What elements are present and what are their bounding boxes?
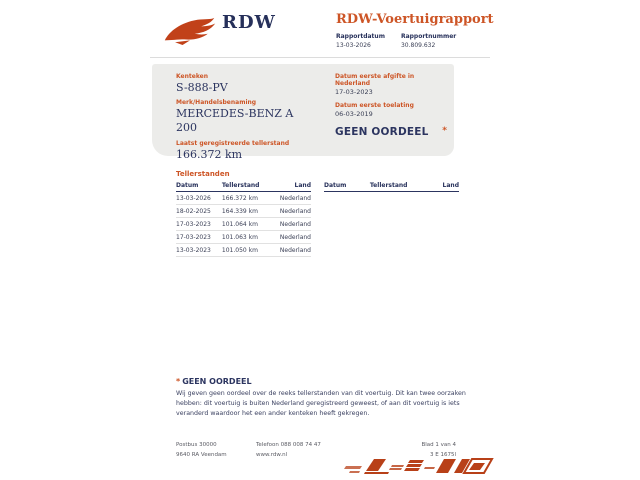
report-number-label: Rapportnummer <box>400 33 457 40</box>
table-header-row <box>176 181 311 192</box>
afgifte-label: Datum eerste afgifte in Nederland <box>335 73 415 87</box>
report-date <box>336 33 385 49</box>
report-title: RDW-Voertuigrapport <box>336 12 494 27</box>
col-header-land: Land <box>273 181 311 192</box>
oordeel-asterisk: * <box>442 126 447 136</box>
footer-website-link[interactable]: www.rdw.nl <box>256 452 288 459</box>
cell-tellerstand: 164.339 km <box>222 205 273 218</box>
table-row <box>176 244 311 257</box>
note-title <box>176 377 472 386</box>
merk-value: MERCEDES-BENZ A 200 <box>176 106 294 134</box>
footer-address <box>176 440 256 461</box>
report-number-value: 30.809.632 <box>400 42 436 49</box>
cell-tellerstand: 101.064 km <box>222 218 273 231</box>
cell-land: Nederland <box>273 192 311 205</box>
report-meta <box>336 33 456 49</box>
report-date-label: Rapportdatum <box>336 33 385 40</box>
kenteken-label: Kenteken <box>176 73 208 80</box>
cell-tellerstand: 166.372 km <box>222 192 273 205</box>
oordeel-row <box>335 126 447 138</box>
table-row <box>176 205 311 218</box>
table-row <box>176 192 311 205</box>
merk-label: Merk/Handelsbenaming <box>176 98 257 106</box>
col-header-datum: Datum <box>324 181 370 192</box>
report-number <box>401 33 456 49</box>
table-header-row <box>324 181 459 192</box>
tellerstand-value: 166.372 km <box>176 148 243 162</box>
cell-land: Nederland <box>273 244 311 257</box>
col-header-tellerstand: Tellerstand <box>370 181 421 192</box>
cell-land: Nederland <box>273 205 311 218</box>
cell-datum: 13-03-2023 <box>176 244 222 257</box>
oordeel-value: GEEN OORDEEL <box>335 126 429 138</box>
tellerstanden-section-title: Tellerstanden <box>176 170 230 178</box>
table-row <box>176 218 311 231</box>
col-header-land: Land <box>421 181 459 192</box>
toelating-value: 06-03-2019 <box>335 110 373 118</box>
footer-form-code: 3 E 1675l <box>430 452 456 459</box>
footer-page-number: Blad 1 van 4 <box>421 442 456 448</box>
note-title-text: GEEN OORDEEL <box>182 377 252 386</box>
rdw-bird-logo-icon <box>162 14 218 48</box>
tellerstanden-table-right <box>324 181 459 257</box>
cell-tellerstand: 101.063 km <box>222 231 273 244</box>
cell-land: Nederland <box>273 231 311 244</box>
cell-datum: 17-03-2023 <box>176 218 222 231</box>
tellerstand-label: Laatst geregistreerde tellerstand <box>176 140 290 148</box>
afgifte-value: 17-03-2023 <box>335 88 373 96</box>
rdw-stripes-decoration-icon <box>344 455 496 479</box>
kenteken-value: S-888-PV <box>176 81 228 94</box>
cell-land: Nederland <box>273 218 311 231</box>
table-row <box>176 231 311 244</box>
cell-tellerstand: 101.050 km <box>222 244 273 257</box>
col-header-datum: Datum <box>176 181 222 192</box>
summary-right-column <box>335 73 447 138</box>
note-body: Wij geven geen oordeel over de reeks tellerstanden van dit voertuig. Dit kan twee oorzaken hebben: dit voertuig is buiten Nederland geregistreerd geweest, of aan dit voertuig is iets veranderd waardoor het een ander kenteken heeft gekregen. <box>176 390 466 417</box>
footer-phone: Telefoon 088 008 74 47 <box>256 442 321 448</box>
summary-left-column <box>176 73 326 166</box>
vehicle-summary-panel <box>152 64 454 162</box>
toelating-label: Datum eerste toelating <box>335 102 414 109</box>
footer-city: 9640 RA Veendam <box>176 452 227 459</box>
cell-datum: 17-03-2023 <box>176 231 222 244</box>
report-date-value: 13-03-2026 <box>336 42 371 49</box>
rdw-logo-text: RDW <box>222 12 276 33</box>
note-asterisk: * <box>176 377 181 386</box>
cell-datum: 18-02-2025 <box>176 205 222 218</box>
geen-oordeel-note <box>176 377 472 418</box>
header-divider <box>150 57 490 58</box>
tellerstanden-tables <box>176 181 460 257</box>
footer-postbus: Postbus 30000 <box>176 442 217 448</box>
col-header-tellerstand: Tellerstand <box>222 181 273 192</box>
cell-datum: 13-03-2026 <box>176 192 222 205</box>
tellerstanden-table-left <box>176 181 311 257</box>
